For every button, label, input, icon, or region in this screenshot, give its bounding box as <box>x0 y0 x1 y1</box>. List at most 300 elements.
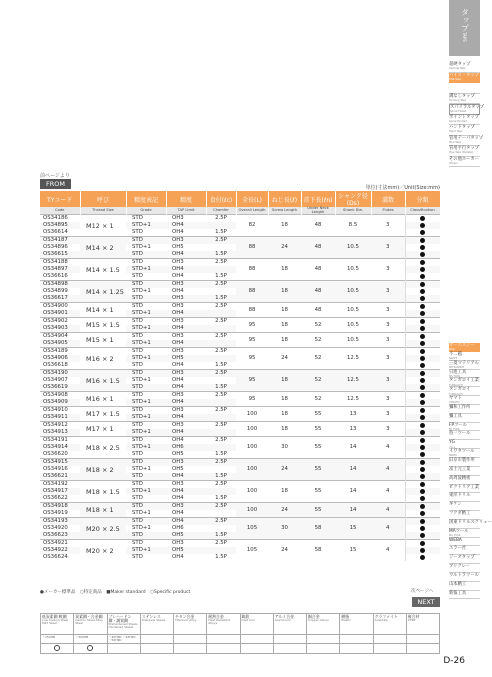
code-cell: OS34897 <box>40 266 80 273</box>
dim-cell-ln: 52 <box>301 370 335 392</box>
grade-cell: STD+1 <box>126 222 166 229</box>
sidebar-item[interactable] <box>449 157 480 168</box>
column-header: 食付(ℓc) <box>206 191 236 207</box>
tap-limit-cell: OH4 <box>166 384 206 392</box>
sidebar-item[interactable] <box>449 582 480 591</box>
standard-dot-icon <box>420 304 425 309</box>
tap-limit-cell: OH5 <box>172 451 184 458</box>
column-header: 精度 <box>166 191 206 207</box>
dim-cell-flutes: 4 <box>371 459 405 481</box>
standard-dot-icon <box>420 245 425 250</box>
tap-limit-cell: OH3 <box>166 333 206 341</box>
column-header-en: Under Neck Length <box>301 207 335 215</box>
chamfer-cell: 2.5P <box>206 215 236 223</box>
standard-dot-icon <box>420 526 425 531</box>
standard-dot-icon <box>420 548 425 553</box>
dim-cell-flutes: 3 <box>371 215 405 237</box>
dim-cell-l: 18 <box>268 318 301 333</box>
standard-dot-icon <box>420 274 425 279</box>
tap-limit-cell: OH4 <box>166 437 206 445</box>
column-header-en: Code <box>40 207 80 215</box>
classification-cell <box>405 547 440 554</box>
sidebar-item-label: 管用平行タップ <box>449 146 480 151</box>
sidebar-item-label: 彌工具 <box>449 413 462 419</box>
code-cell: OS34903 <box>40 325 80 333</box>
sidebar-item[interactable] <box>449 502 480 511</box>
tap-limit-cell: OH6 <box>172 525 184 532</box>
grade-cell: STD+1 <box>126 547 166 554</box>
sidebar-item-label: ハイス・タップ <box>449 72 480 78</box>
sidebar-item[interactable] <box>449 511 480 520</box>
material-name-en: Titanium Alloy <box>175 618 197 623</box>
sidebar-item[interactable] <box>449 493 480 502</box>
dim-cell-ln: 55 <box>301 437 335 459</box>
chamfer-cell: 2.5P <box>206 392 236 400</box>
legend: ●メーカー標準品 ○特定商品 ■Maker standard ○Specific product <box>40 590 191 595</box>
sidebar-item-label: ハンドタップ <box>449 125 475 130</box>
code-cell: OS36615 <box>40 251 80 259</box>
sidebar-item-label: ポイントタップ <box>449 114 480 120</box>
table-row <box>40 333 440 341</box>
material-name-en: Aluminium <box>274 618 291 623</box>
tap-limit-cell: OH4 <box>166 340 206 348</box>
tab-title-en: TAPS <box>462 32 467 42</box>
classification-cell <box>405 222 440 229</box>
dim-cell-Ds: 12.5 <box>335 392 371 407</box>
dim-cell-l: 18 <box>268 303 301 318</box>
grade-cell: STD <box>126 503 166 511</box>
dim-cell-L: 100 <box>236 437 268 459</box>
grade-cell: STD <box>132 495 143 502</box>
tap-limit-cell: OH4 <box>172 273 184 280</box>
standard-dot-icon <box>420 467 425 472</box>
grade-cell: STD+1 <box>126 355 166 362</box>
sidebar-item[interactable] <box>449 146 480 157</box>
tap-limit-cell: OH4 <box>172 288 184 295</box>
material-suitability <box>107 644 140 654</box>
grade-cell: STD <box>126 303 166 311</box>
chamfer-cell: 1.5P <box>206 532 236 540</box>
classification-cell <box>405 288 440 295</box>
grade-cell: STD <box>126 259 166 267</box>
table-row <box>40 392 440 400</box>
suitable-circle-icon <box>87 645 93 651</box>
grade-cell: STD+1 <box>132 288 151 295</box>
material-suitability <box>41 644 74 654</box>
code-cell: OS36621 <box>40 473 80 481</box>
sidebar-item[interactable] <box>449 125 480 136</box>
chamfer-cell: 2.5P <box>206 422 236 430</box>
dim-cell-Ds: 10.5 <box>335 259 371 281</box>
standard-dot-icon <box>420 496 425 501</box>
dim-cell-l: 18 <box>268 422 301 437</box>
grade-cell: STD+1 <box>126 399 166 407</box>
dim-cell-L: 100 <box>236 503 268 518</box>
material-hardness <box>373 635 406 644</box>
tap-limit-cell: OH3 <box>166 540 206 548</box>
grade-cell: STD+1 <box>126 310 166 318</box>
column-header-en: Screw Length <box>268 207 301 215</box>
material-name: ステンレス <box>141 614 161 619</box>
material-hardness <box>406 635 439 644</box>
chamfer-cell: 2.5P <box>206 407 236 415</box>
material-name: 耐熱合金 <box>208 614 224 619</box>
sidebar-item[interactable] <box>449 458 480 467</box>
standard-dot-icon <box>420 504 425 509</box>
material-name-en: Low Carbon Steel Mild Steel <box>42 618 69 626</box>
sidebar-item[interactable] <box>449 62 480 73</box>
thread-size-cell: M17 × 1.5 <box>80 407 126 422</box>
sidebar-item-sublabel: Spiral Pointed <box>449 119 467 123</box>
dim-cell-l: 24 <box>268 503 301 518</box>
material-name: 鋳鉄 <box>241 614 250 619</box>
sidebar-item[interactable] <box>449 83 480 94</box>
sidebar-item-label: MAツール <box>449 528 469 534</box>
classification-cell <box>405 384 440 392</box>
material-name-en: Carbon Steel Alloy Steel <box>75 618 103 626</box>
dim-cell-Ds: 10.5 <box>335 237 371 259</box>
material-name: 樹脂 <box>341 614 350 619</box>
classification-cell <box>405 399 440 407</box>
code-cell: OS34919 <box>43 510 68 517</box>
material-header <box>174 614 207 635</box>
material-suitability <box>74 644 107 654</box>
dim-cell-ln: 55 <box>301 407 335 422</box>
tap-limit-cell: OH4 <box>166 325 206 333</box>
classification-cell <box>405 525 440 532</box>
tap-limit-cell: OH4 <box>166 310 206 318</box>
sidebar-item[interactable] <box>449 104 485 115</box>
classification-cell <box>405 273 440 281</box>
grade-cell: STD <box>126 237 166 245</box>
classification-cell <box>405 377 440 384</box>
classification-cell <box>405 495 440 503</box>
table-row <box>40 281 440 289</box>
classification-cell <box>405 540 440 548</box>
dim-cell-ln: 55 <box>301 459 335 481</box>
material-name: アルミ合金 <box>274 614 295 619</box>
material-suitability <box>340 644 373 654</box>
standard-dot-icon <box>420 415 425 420</box>
grade-cell: STD <box>126 384 166 392</box>
column-header-en: TAP Limit <box>166 207 206 215</box>
standard-dot-icon <box>420 430 425 435</box>
classification-cell <box>405 362 440 370</box>
chamfer-cell: 2.5P <box>206 237 236 245</box>
code-cell: OS36619 <box>40 384 80 392</box>
material-name: チタン合金 <box>175 614 195 619</box>
classification-cell <box>405 325 440 333</box>
classification-cell <box>405 459 440 467</box>
dim-cell-L: 100 <box>236 459 268 481</box>
standard-dot-icon <box>420 519 425 524</box>
dim-cell-flutes: 3 <box>371 392 405 407</box>
column-header-en: Chamfer <box>206 207 236 215</box>
column-header: 呼び <box>80 191 126 207</box>
dim-cell-Ds: 14 <box>335 459 371 481</box>
dim-cell-L: 95 <box>236 318 268 333</box>
sidebar-item-label: WEBA <box>449 537 462 543</box>
tap-limit-cell: OH3 <box>166 318 206 326</box>
standard-dot-icon <box>420 334 425 339</box>
sidebar-item-sublabel: OSG <box>449 348 455 352</box>
sidebar-item-label: ヤマト <box>449 396 462 402</box>
tap-limit-cell: OH3 <box>166 281 206 289</box>
chamfer-cell: 2.5P <box>206 333 236 341</box>
material-suitability <box>307 644 340 654</box>
dim-cell-flutes: 3 <box>371 303 405 318</box>
standard-dot-icon <box>420 363 425 368</box>
code-cell: OS36616 <box>43 273 68 280</box>
code-cell: OS34900 <box>40 303 80 311</box>
column-header-en: Flutes <box>371 207 405 215</box>
sidebar-item[interactable] <box>449 383 480 396</box>
dim-cell-flutes: 4 <box>371 481 405 503</box>
material-hardness <box>340 635 373 644</box>
sidebar-item-sublabel: IWATA <box>449 454 457 458</box>
column-header: 首下長(ℓn) <box>301 191 335 207</box>
code-cell: OS34189 <box>40 348 80 356</box>
sidebar-item-label: 東洋ドリル <box>449 493 471 499</box>
tap-limit-cell: OH3 <box>166 237 206 245</box>
standard-dot-icon <box>420 385 425 390</box>
dim-cell-Ds: 14 <box>335 481 371 503</box>
sidebar-item-sublabel: HSS Taps <box>449 77 461 81</box>
sidebar-item-label: タンガロイ <box>449 387 471 393</box>
dim-cell-l: 30 <box>268 437 301 459</box>
sidebar-item[interactable] <box>449 343 480 352</box>
material-name: 銅合金 <box>308 614 320 619</box>
tap-limit-cell: OH4 <box>166 266 206 273</box>
classification-cell <box>405 266 440 273</box>
tap-limit-cell: OH3 <box>166 459 206 467</box>
chamfer-cell: 2.5P <box>206 318 236 326</box>
code-cell: OS34920 <box>43 525 68 532</box>
sidebar-item[interactable] <box>449 405 480 414</box>
sidebar-item-label: 三菱マテリアル <box>449 360 479 366</box>
dim-cell-L: 105 <box>236 540 268 562</box>
grade-cell: STD+1 <box>126 414 166 422</box>
dim-cell-ln: 55 <box>301 481 335 503</box>
grade-cell: STD <box>126 370 166 378</box>
tap-limit-cell: OH3 <box>166 303 206 311</box>
classification-cell <box>405 488 440 495</box>
sidebar-item[interactable] <box>449 564 480 573</box>
classification-cell <box>405 229 440 237</box>
tap-limit-cell: OH4 <box>166 414 206 422</box>
thread-size-cell: M14 × 1 <box>80 303 126 318</box>
sidebar-item-sublabel: Pipe Taps <box>449 140 462 144</box>
next-button[interactable]: NEXT <box>412 597 440 607</box>
tap-limit-cell: OH4 <box>172 377 184 384</box>
sidebar-item-sublabel: NACHI <box>449 357 458 361</box>
dim-cell-Ds: 10.5 <box>335 333 371 348</box>
dim-cell-Ds: 13 <box>335 422 371 437</box>
sidebar-item[interactable] <box>449 519 492 529</box>
code-cell: OS34905 <box>40 340 80 348</box>
dim-cell-L: 100 <box>236 422 268 437</box>
standard-dot-icon <box>420 289 425 294</box>
material-suitability <box>373 644 406 654</box>
material-name: 低炭素鋼 軟鋼 <box>42 614 67 619</box>
grade-cell: STD <box>132 451 143 458</box>
classification-cell <box>405 532 440 540</box>
dim-cell-L: 95 <box>236 370 268 392</box>
sidebar-item-sublabel: FP TOOL <box>449 427 460 431</box>
thread-size-cell: M18 × 2 <box>80 459 126 481</box>
sidebar-item-sublabel: MA TOOL <box>449 534 461 538</box>
material-header <box>140 614 173 635</box>
dim-cell-L: 95 <box>236 392 268 407</box>
classification-cell <box>405 310 440 318</box>
grade-cell: STD+1 <box>132 525 151 532</box>
tap-limit-cell: OH3 <box>166 503 206 511</box>
sidebar-categories <box>449 62 485 167</box>
chamfer-cell: 1.5P <box>215 451 227 458</box>
code-cell: OS34921 <box>40 540 80 548</box>
taps-tab[interactable] <box>449 0 480 56</box>
code-cell: OS36614 <box>43 229 68 236</box>
material-header <box>240 614 273 635</box>
tap-limit-cell: OH4 <box>166 222 206 229</box>
thread-size-cell: M20 × 2.5 <box>80 518 126 540</box>
column-header: ねじ長(ℓ) <box>268 191 301 207</box>
sidebar-item-label: エラー社 <box>449 546 467 552</box>
dim-cell-Ds: 15 <box>335 518 371 540</box>
code-cell: OS34916 <box>43 466 68 473</box>
tap-limit-cell: OH3 <box>166 370 206 378</box>
classification-cell <box>405 407 440 415</box>
dim-cell-Ds: 14 <box>335 503 371 518</box>
tap-limit-cell: OH3 <box>166 407 206 415</box>
grade-cell: STD+1 <box>126 325 166 333</box>
chamfer-cell <box>206 310 236 318</box>
dim-cell-flutes: 3 <box>371 281 405 303</box>
sidebar-item-label: 彌和工作所 <box>449 404 471 410</box>
sidebar-item[interactable] <box>449 414 480 423</box>
material-hardness: 〜300HB <box>74 635 107 644</box>
standard-dot-icon <box>420 452 425 457</box>
dim-cell-L: 100 <box>236 481 268 503</box>
material-header <box>273 614 306 635</box>
sidebar-item[interactable] <box>449 94 480 105</box>
standard-dot-icon <box>420 533 425 538</box>
material-name: 炭素鋼・合金鋼 <box>75 614 103 619</box>
column-header-en: Overall Length <box>236 207 268 215</box>
sidebar-makers <box>449 343 492 599</box>
chamfer-cell: 2.5P <box>206 540 236 548</box>
dim-cell-l: 18 <box>268 481 301 503</box>
code-cell: OS34192 <box>40 481 80 489</box>
sidebar-item-label: ビクトリア工業 <box>449 484 480 490</box>
dim-cell-l: 18 <box>268 392 301 407</box>
dim-cell-l: 24 <box>268 348 301 370</box>
classification-cell <box>405 503 440 511</box>
sidebar-item-label: 超硬タップ <box>449 62 471 67</box>
chamfer-cell: 2.5P <box>206 459 236 467</box>
sidebar-item[interactable] <box>449 467 480 476</box>
tap-limit-cell: OH6 <box>166 444 206 451</box>
dim-cell-l: 24 <box>268 540 301 562</box>
table-row <box>40 303 440 311</box>
dim-cell-L: 105 <box>236 518 268 540</box>
material-name-en: Plastic <box>341 618 351 623</box>
code-cell: OS34911 <box>40 414 80 422</box>
sidebar-item-sublabel: TUNGALOY <box>449 392 464 396</box>
dim-cell-Ds: 14 <box>335 437 371 459</box>
sidebar-item[interactable] <box>449 529 480 538</box>
table-row <box>40 437 440 445</box>
sidebar-item[interactable] <box>449 135 484 147</box>
sidebar-item-sublabel: Others <box>449 161 458 165</box>
thread-size-cell: M14 × 1.25 <box>80 281 126 303</box>
classification-cell <box>405 466 440 473</box>
sidebar-item[interactable] <box>449 361 480 370</box>
sidebar-item-label: 日進工具 <box>449 369 467 375</box>
dim-cell-L: 100 <box>236 407 268 422</box>
standard-dot-icon <box>420 326 425 331</box>
tap-limit-cell: OH3 <box>166 481 206 489</box>
classification-cell <box>405 437 440 445</box>
dim-cell-flutes: 3 <box>371 348 405 370</box>
code-cell: OS36622 <box>43 495 68 502</box>
tap-limit-cell: OH4 <box>172 510 184 517</box>
suitable-circle-icon <box>54 645 60 651</box>
sidebar-item[interactable] <box>449 573 480 582</box>
sidebar-item[interactable] <box>449 115 480 126</box>
dim-cell-Ds: 12.5 <box>335 348 371 370</box>
dim-cell-ln: 52 <box>301 333 335 348</box>
sidebar-item[interactable] <box>449 591 480 600</box>
sidebar-item[interactable] <box>449 440 480 449</box>
code-cell: OS34909 <box>40 399 80 407</box>
tap-limit-cell: OH4 <box>166 488 206 495</box>
sidebar-item-label: 山本精工 <box>449 581 467 587</box>
material-hardness: 〜40HRC 〜45HRC 〜50HRC <box>107 635 140 644</box>
dim-cell-ln: 58 <box>301 540 335 562</box>
sidebar-item[interactable] <box>449 555 480 564</box>
grade-cell: STD+1 <box>132 244 151 251</box>
sidebar-item[interactable] <box>449 73 480 84</box>
code-cell: OS34901 <box>40 310 80 318</box>
standard-dot-icon <box>420 341 425 346</box>
grade-cell: STD <box>126 407 166 415</box>
sidebar-item-label: フクダ精工 <box>449 511 471 517</box>
sidebar-item[interactable] <box>449 476 480 485</box>
sidebar-item-sublabel: Carbide Taps <box>449 67 466 71</box>
chamfer-cell: 1.5P <box>206 384 236 392</box>
material-header <box>107 614 140 635</box>
tap-limit-cell: OH4 <box>172 229 184 236</box>
sidebar-item[interactable] <box>449 546 480 555</box>
chamfer-cell <box>206 510 236 518</box>
sidebar-item[interactable] <box>449 352 480 361</box>
material-header <box>74 614 107 635</box>
thread-size-cell: M15 × 1 <box>80 333 126 348</box>
chamfer-cell <box>206 399 236 407</box>
code-cell: OS34188 <box>40 259 80 267</box>
sidebar-item-sublabel: YAMATO <box>449 401 460 405</box>
sidebar-item-label: YG <box>449 440 455 446</box>
code-cell: OS34898 <box>40 281 80 289</box>
dim-cell-flutes: 3 <box>371 407 405 422</box>
grade-cell: STD <box>126 518 166 526</box>
thread-size-cell: M14 × 2 <box>80 237 126 259</box>
sidebar-item[interactable] <box>449 445 480 458</box>
material-header <box>41 614 74 635</box>
code-cell: OS34915 <box>40 459 80 467</box>
sidebar-item-label: 不二越 <box>449 351 462 357</box>
